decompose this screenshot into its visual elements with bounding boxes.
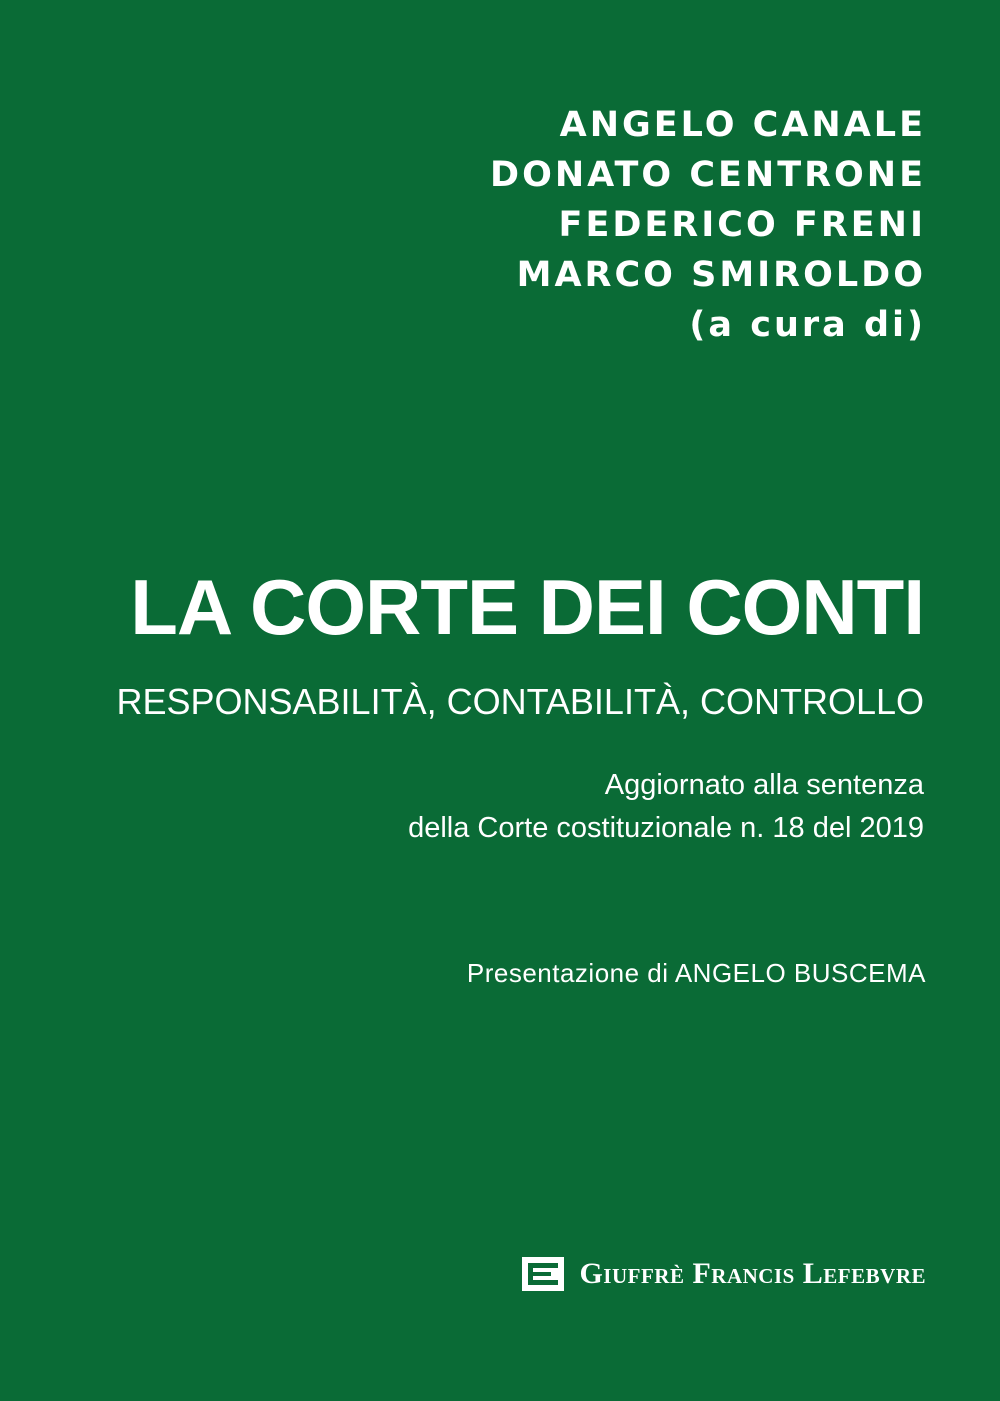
author-name: FEDERICO FRENI: [558, 205, 926, 245]
author-name: MARCO SMIROLDO: [516, 255, 926, 295]
presentation-credit: Presentazione di ANGELO BUSCEMA: [466, 958, 926, 988]
update-note-line: Aggiornato alla sentenza: [604, 769, 924, 801]
authors-block: [490, 100, 926, 350]
author-name: DONATO CENTRONE: [490, 155, 926, 195]
publisher-name: Giuffrè Francis Lefebvre: [579, 1257, 926, 1290]
update-note-line: della Corte costituzionale n. 18 del 2019: [408, 812, 924, 844]
editors-note: (a cura di): [689, 305, 926, 345]
publisher-mark: [521, 1254, 926, 1294]
update-note: [408, 764, 924, 850]
author-name: ANGELO CANALE: [559, 105, 926, 145]
book-title: LA CORTE DEI CONTI: [130, 563, 924, 651]
gfl-logo-icon: [521, 1256, 565, 1292]
book-subtitle: RESPONSABILITÀ, CONTABILITÀ, CONTROLLO: [116, 681, 924, 722]
